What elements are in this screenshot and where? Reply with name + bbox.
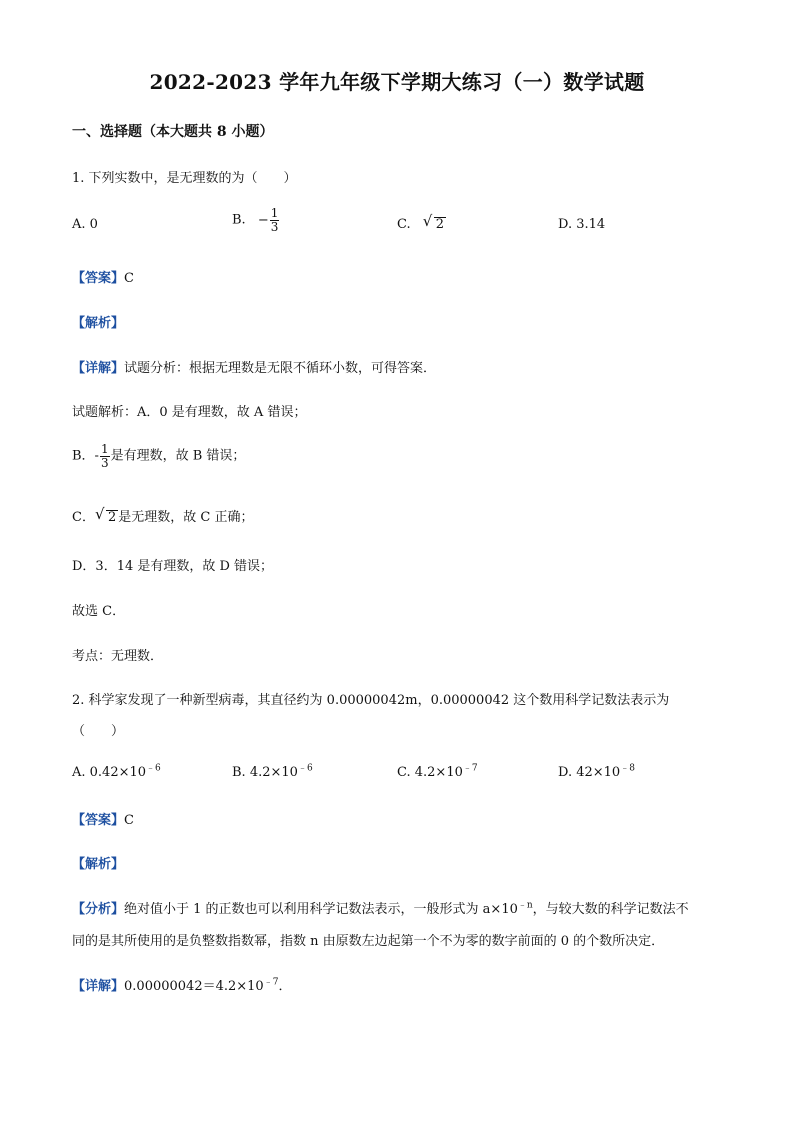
q1-option-b-sign: − — [257, 212, 269, 228]
detail-tag: 【详解】 — [72, 979, 125, 994]
option-base: C. 4.2×10 — [397, 765, 463, 780]
q2-option-a — [72, 765, 161, 780]
explain-b-suffix: 是有理数，故 B 错误； — [110, 448, 246, 464]
sqrt-expression — [422, 212, 446, 232]
q1-option-c — [397, 212, 446, 232]
q1-option-a: A. 0 — [72, 217, 98, 232]
fraction-denominator: 3 — [270, 219, 279, 234]
q1-option-d: D. 3.14 — [558, 217, 606, 232]
explain-c-suffix: 是无理数，故 C 正确； — [118, 510, 254, 525]
q2-option-b — [232, 765, 313, 780]
detail-exponent: ﹣7 — [263, 977, 279, 988]
answer-value: C — [124, 271, 134, 286]
fraction-numerator: 1 — [100, 442, 109, 456]
q2-option-c — [397, 765, 478, 780]
q1-analysis-tag — [72, 312, 124, 331]
explain-b-prefix: B．- — [72, 448, 99, 464]
fenxi-text-b: ，与较大数的科学记数法不 — [532, 902, 689, 917]
q2-analysis-tag — [72, 853, 124, 872]
analysis-tag: 【解析】 — [72, 857, 125, 872]
analysis-tag: 【解析】 — [72, 316, 125, 331]
q1-option-b — [232, 207, 280, 233]
q1-option-b-fraction — [270, 207, 280, 233]
section-heading: 一、选择题（本大题共 8 小题） — [72, 124, 274, 140]
option-base: B. 4.2×10 — [232, 765, 298, 780]
fraction-denominator: 3 — [100, 455, 109, 470]
radical-sign-icon: √ — [422, 212, 433, 230]
q1-choose: 故选 C． — [72, 604, 126, 619]
question-2-stem: 2. 科学家发现了一种新型病毒，其直径约为 0.00000042m，0.00000042 这个数用科学记数法表示为 — [72, 693, 670, 708]
q1-answer — [72, 267, 134, 286]
explain-c-prefix: C． — [72, 510, 95, 525]
detail-text: 试题分析：根据无理数是无限不循环小数，可得答案． — [124, 361, 437, 376]
radicand: 2 — [107, 510, 117, 525]
q2-detail — [72, 975, 291, 994]
radicand: 2 — [435, 217, 445, 232]
q1-point: 考点：无理数． — [72, 649, 164, 664]
detail-base: 0.00000042＝4.2×10 — [124, 979, 264, 994]
q1-explain-a: 试题解析：A．0 是有理数，故 A 错误； — [72, 405, 307, 420]
detail-end: ． — [278, 979, 292, 994]
fraction-numerator: 1 — [270, 206, 279, 220]
option-base: A. 0.42×10 — [72, 765, 147, 780]
q2-fenxi-line-1 — [72, 898, 689, 917]
answer-tag: 【答案】 — [72, 813, 125, 828]
detail-tag: 【详解】 — [72, 361, 125, 376]
question-1-stem: 1. 下列实数中，是无理数的为（ ） — [72, 171, 297, 186]
answer-value: C — [124, 813, 134, 828]
option-base: D. 42×10 — [558, 765, 621, 780]
option-exponent: ﹣6 — [146, 763, 161, 774]
sqrt-expression — [94, 505, 118, 525]
option-exponent: ﹣8 — [620, 763, 635, 774]
q1-explain-d: D．3．14 是有理数，故 D 错误； — [72, 559, 274, 574]
q2-answer — [72, 809, 134, 828]
q1-detail — [72, 357, 436, 376]
fenxi-exponent: ﹣n — [517, 900, 533, 911]
q1-option-c-label: C. — [397, 217, 411, 232]
radical-sign-icon: √ — [94, 505, 105, 523]
fenxi-text-a: 绝对值小于 1 的正数也可以利用科学记数法表示，一般形式为 a×10 — [124, 902, 518, 917]
fenxi-tag: 【分析】 — [72, 902, 125, 917]
option-exponent: ﹣6 — [297, 763, 313, 774]
q1-explain-b — [72, 443, 245, 469]
option-exponent: ﹣7 — [462, 763, 478, 774]
explain-b-fraction — [100, 443, 110, 469]
answer-tag: 【答案】 — [72, 271, 125, 286]
question-2-paren: （ ） — [72, 724, 125, 739]
q1-explain-c — [72, 506, 253, 525]
page-title: 2022-2023 学年九年级下学期大练习（一）数学试题 — [149, 70, 645, 94]
q2-option-d — [558, 765, 635, 780]
q1-option-b-label: B. — [232, 212, 246, 228]
q2-fenxi-line-2: 同的是其所使用的是负整数指数幂，指数 n 由原数左边起第一个不为零的数字前面的 0 的个数所决定． — [72, 934, 665, 949]
